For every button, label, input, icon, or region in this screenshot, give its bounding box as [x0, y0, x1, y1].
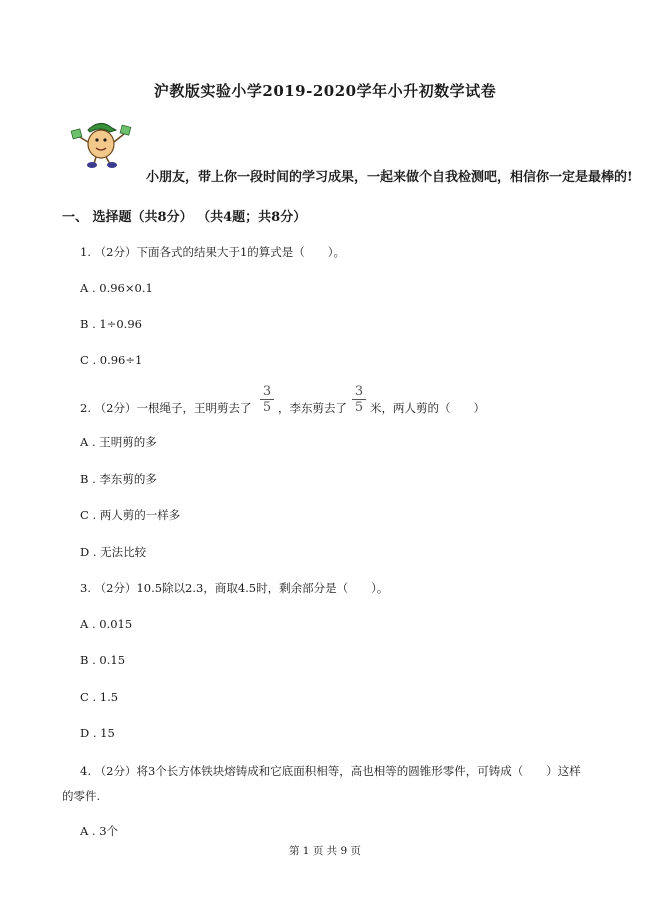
fraction-1-denominator: 5: [262, 400, 272, 415]
question-1-stem: 1. （2分）下面各式的结果大于1的算式是（ ）。: [80, 245, 346, 259]
question-1-option-c: C . 0.96÷1: [80, 353, 143, 367]
question-3-option-d: D . 15: [80, 726, 115, 740]
question-2-option-a: A . 王明剪的多: [80, 435, 157, 449]
question-3-option-c: C . 1.5: [80, 690, 119, 704]
question-2-stem-part-b: ，李东剪去了: [278, 401, 347, 415]
question-3-option-a: A . 0.015: [80, 617, 133, 631]
question-1-option-b: B . 1÷0.96: [80, 317, 142, 331]
question-2-option-c: C . 两人剪的一样多: [80, 508, 181, 522]
question-1-option-a: A . 0.96×0.1: [80, 281, 153, 295]
question-4-stem-line-2: 的零件.: [62, 789, 101, 803]
section-heading: 一、 选择题（共8分） （共4题；共8分）: [62, 210, 307, 225]
question-4-option-a: A . 3个: [80, 824, 119, 838]
question-3-stem: 3. （2分）10.5除以2.3，商取4.5时，剩余部分是（ ）。: [80, 581, 389, 595]
page-footer: 第 1 页 共 9 页: [288, 845, 362, 857]
question-2-option-b: B . 李东剪的多: [80, 472, 157, 486]
greeting-text: 小朋友，带上你一段时间的学习成果，一起来做个自我检测吧，相信你一定是最棒的!: [146, 170, 633, 185]
fraction-1-numerator: 3: [260, 385, 274, 400]
question-2-stem-part-a: 2. （2分）一根绳子，王明剪去了: [80, 401, 252, 415]
question-3-option-b: B . 0.15: [80, 653, 126, 667]
question-4-stem-line-1: 4. （2分）将3个长方体铁块熔铸成和它底面积相等，高也相等的圆锥形零件，可铸成（ ）这样: [80, 764, 581, 778]
question-2-fraction-1: [260, 385, 274, 414]
fraction-2-denominator: 5: [354, 400, 364, 415]
mascot-illustration: [70, 116, 132, 170]
question-2-stem-part-c: 米，两人剪的（ ）: [370, 401, 485, 415]
page-title: 沪教版实验小学2019-2020学年小升初数学试卷: [153, 82, 497, 100]
question-2-fraction-2: [352, 385, 366, 414]
question-2-option-d: D . 无法比较: [80, 545, 147, 559]
fraction-2-numerator: 3: [352, 385, 366, 400]
